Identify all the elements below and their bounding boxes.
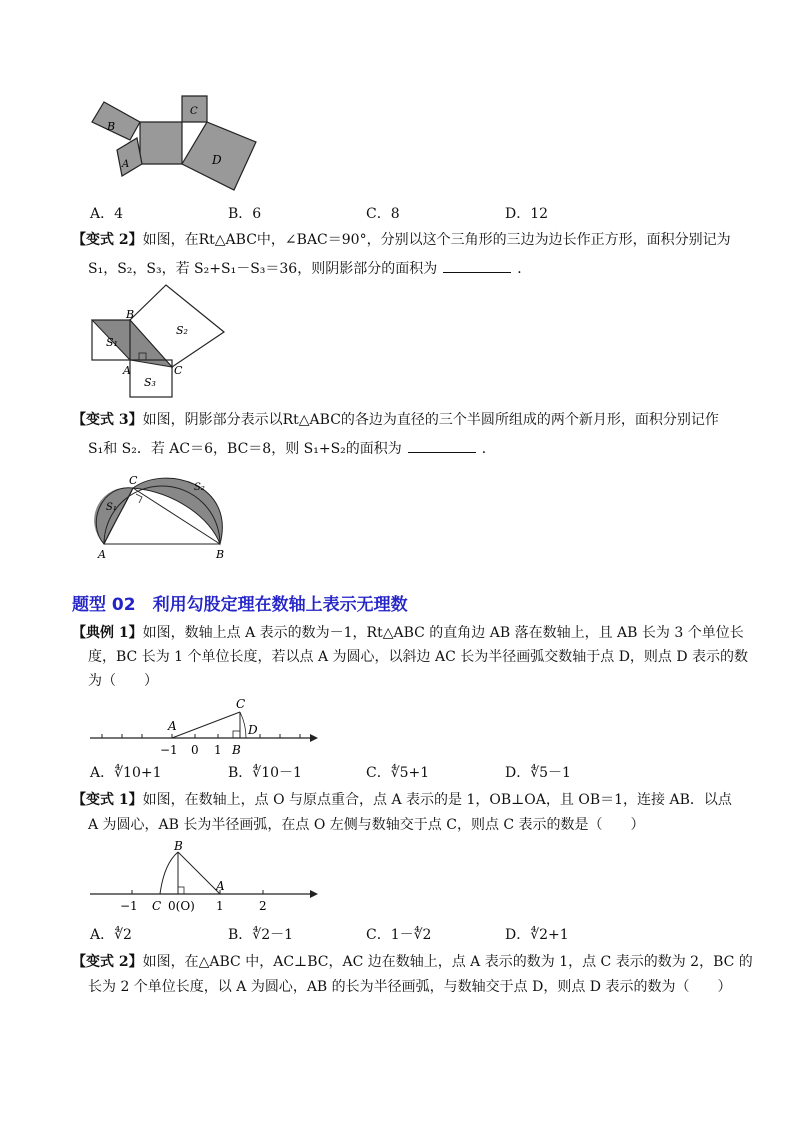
svg-text:S₁: S₁ [106,502,117,513]
q5-line1: 【变式 2】如图，在△ABC 中，AC⊥BC，AC 边在数轴上，点 A 表示的数为 1，点 C 表示的数为 2，BC 的 [72,954,753,970]
q1-line1: 【变式 2】如图，在Rt△ABC中，∠BAC＝90°，分别以这个三角形的三边为边长作正方形，面积分别记为 [72,232,731,248]
svg-text:1: 1 [214,743,222,757]
q3-option-d[interactable]: D．∜5－1 [505,765,571,781]
svg-text:C: C [152,899,162,913]
q2-tag: 【变式 3】 [72,412,143,428]
q0-option-b[interactable]: B．6 [228,206,262,222]
q2-line1: 【变式 3】如图，阴影部分表示以Rt△ABC的各边为直径的三个半圆所组成的两个新月形，面积分别记作 [72,412,719,428]
svg-text:2: 2 [259,899,267,913]
figure-squares-shaded [86,282,226,402]
svg-text:B: B [126,308,135,321]
q2-answer-blank[interactable] [408,438,476,453]
svg-text:S₂: S₂ [194,482,205,493]
svg-text:0: 0 [191,743,199,757]
figure-lunes [86,464,246,564]
q5-tag: 【变式 2】 [72,954,143,970]
q3-option-b[interactable]: B．∜10－1 [228,765,302,781]
svg-text:A: A [123,364,131,377]
svg-text:D: D [248,723,258,737]
svg-text:0(O): 0(O) [168,899,195,913]
figure-number-line-1 [88,692,320,758]
svg-text:S₃: S₃ [144,376,156,389]
label-d: D [212,153,222,167]
svg-text:A: A [216,879,225,893]
label-b: B [107,120,116,133]
q0-option-a[interactable]: A．4 [90,206,124,222]
figure-number-line-2 [88,840,320,918]
q3-tag: 【典例 1】 [72,625,143,641]
q1-line2: S₁，S₂，S₃，若 S₂+S₁－S₃＝36，则阴影部分的面积为 ． [88,258,531,279]
svg-text:−1: −1 [120,899,138,913]
svg-text:A: A [98,548,106,561]
q3-option-c[interactable]: C．∜5+1 [366,765,430,781]
svg-text:C: C [129,474,138,487]
svg-text:A: A [168,719,177,733]
svg-text:S₂: S₂ [176,324,188,337]
q3-line2: 度，BC 长为 1 个单位长度，若以点 A 为圆心，以斜边 AC 长为半径画弧交数轴于点 D，则点 D 表示的数 [88,649,749,665]
figure-squares [82,92,272,192]
q3-option-a[interactable]: A．∜10+1 [90,765,162,781]
q0-option-d[interactable]: D．12 [505,206,549,222]
q4-option-c[interactable]: C．1－∜2 [366,927,432,943]
q4-option-a[interactable]: A．∜2 [90,927,132,943]
q4-line2: A 为圆心，AB 长为半径画弧，在点 O 左侧与数轴交于点 C，则点 C 表示的数是（ ） [88,817,645,833]
q1-answer-blank[interactable] [443,258,511,273]
q3-line3: 为（ ） [88,673,158,689]
q2-line2: S₁和 S₂．若 AC＝6，BC＝8，则 S₁+S₂的面积为 ． [88,438,496,459]
q4-option-d[interactable]: D．∜2+1 [505,927,569,943]
label-c: C [190,106,198,117]
label-a: A [122,159,130,170]
svg-text:S₁: S₁ [106,336,118,349]
q5-line2: 长为 2 个单位长度，以 A 为圆心，AB 的长为半径画弧，与数轴交于点 D，则点 D 表示的数为（ ） [88,979,732,995]
section-title: 题型 02 利用勾股定理在数轴上表示无理数 [72,595,408,615]
q3-line1: 【典例 1】如图，数轴上点 A 表示的数为－1，Rt△ABC 的直角边 AB 落在数轴上，且 AB 长为 3 个单位长 [72,625,744,641]
q4-line1: 【变式 1】如图，在数轴上，点 O 与原点重合，点 A 表示的是 1，OB⊥OA，且 OB＝1，连接 AB．以点 [72,792,732,808]
svg-text:C: C [236,697,246,711]
svg-text:−1: −1 [160,743,178,757]
svg-text:B: B [232,743,241,757]
q1-tag: 【变式 2】 [72,232,143,248]
q4-option-b[interactable]: B．∜2－1 [228,927,294,943]
svg-text:C: C [174,364,183,377]
svg-text:B: B [174,840,183,853]
q4-tag: 【变式 1】 [72,792,143,808]
q0-option-c[interactable]: C．8 [366,206,400,222]
svg-text:B: B [216,548,225,561]
svg-text:1: 1 [216,899,224,913]
